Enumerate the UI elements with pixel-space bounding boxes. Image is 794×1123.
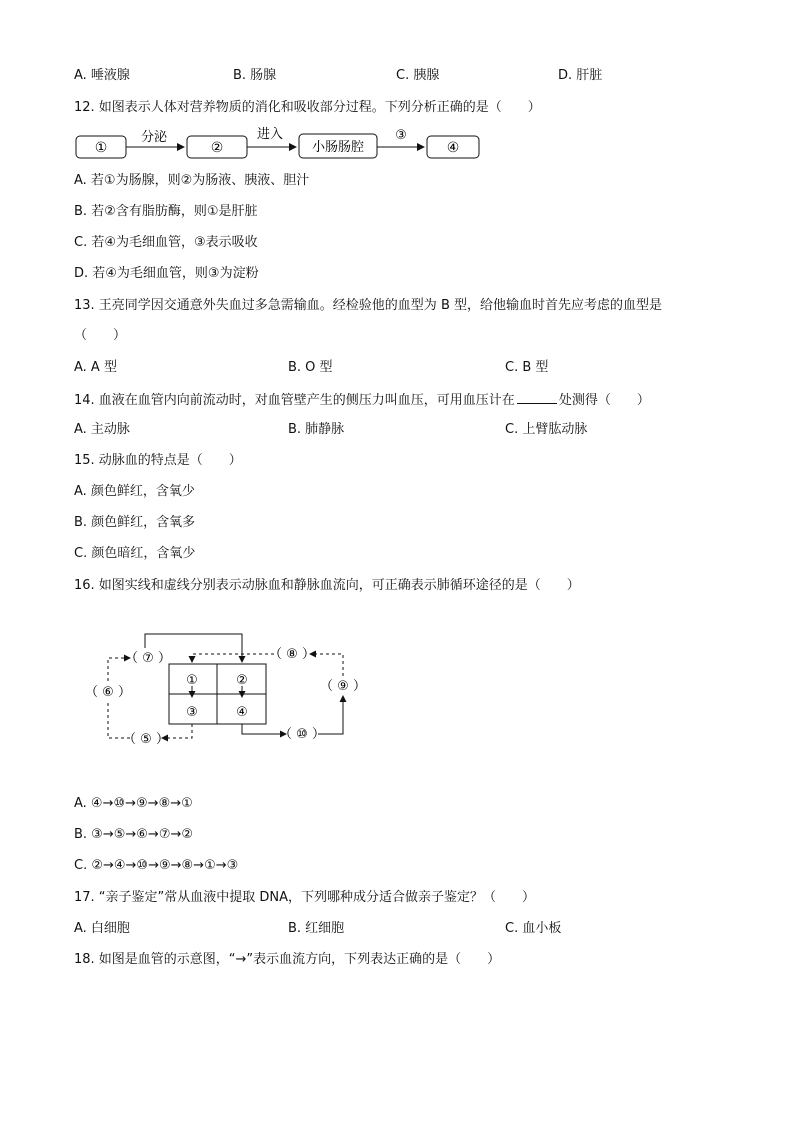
q16-option-b: B. ③→⑤→⑥→⑦→② xyxy=(74,827,194,842)
q16-option-a: A. ④→⑩→⑨→⑧→① xyxy=(74,796,193,811)
q14-option-a: A. 主动脉 xyxy=(74,422,130,437)
q11-option-a: A. 唾液腺 xyxy=(74,68,130,83)
q15-stem: 15. 动脉血的特点是（ ） xyxy=(74,453,242,468)
q12-option-a: A. 若①为肠腺，则②为肠液、胰液、胆汁 xyxy=(74,173,310,188)
q17-option-c: C. 血小板 xyxy=(505,921,562,936)
q15-option-c: C. 颜色暗红，含氧少 xyxy=(74,546,196,561)
q17-option-b: B. 红细胞 xyxy=(288,921,345,936)
q16-option-c: C. ②→④→⑩→⑨→⑧→①→③ xyxy=(74,858,239,873)
q11-option-b: B. 肠腺 xyxy=(233,68,277,83)
q15-option-a: A. 颜色鲜红，含氧少 xyxy=(74,484,195,499)
q12-option-d: D. 若④为毛细血管，则③为淀粉 xyxy=(74,266,259,281)
flow-arrow-2-label: 进入 xyxy=(256,127,284,142)
q17-stem: 17. “亲子鉴定”常从血液中提取 DNA，下列哪种成分适合做亲子鉴定？（ ） xyxy=(74,890,536,905)
q13-option-a: A. A 型 xyxy=(74,360,117,375)
q12-stem: 12. 如图表示人体对营养物质的消化和吸收部分过程。下列分析正确的是（ ） xyxy=(74,100,541,115)
q14-stem-before: 14. 血液在血管内向前流动时，对血管壁产生的侧压力叫血压，可用血压计在 xyxy=(74,393,515,408)
flow-box-2-label: ② xyxy=(210,140,224,156)
q14-stem xyxy=(74,390,650,410)
dashed-path-8-to-1 xyxy=(192,654,274,662)
chamber-3-label: ③ xyxy=(186,705,198,720)
q13-stem-line1: 13. 王亮同学因交通意外失血过多急需输血。经检验他的血型为 B 型，给他输血时首先应考虑的血型是 xyxy=(74,298,662,313)
q17-option-a: A. 白细胞 xyxy=(74,921,130,936)
q14-blank xyxy=(517,390,557,404)
q14-option-b: B. 肺静脉 xyxy=(288,422,345,437)
vessel-10-label: （ ⑩ ） xyxy=(279,727,325,742)
q13-option-c: C. B 型 xyxy=(505,360,549,375)
chamber-1-label: ① xyxy=(186,673,198,688)
q14-option-c: C. 上臂肱动脉 xyxy=(505,422,588,437)
q13-stem-line2: （ ） xyxy=(74,328,127,343)
q11-option-c: C. 胰腺 xyxy=(396,68,440,83)
q12-option-c: C. 若④为毛细血管，③表示吸收 xyxy=(74,235,258,250)
chamber-4-label: ④ xyxy=(236,705,248,720)
q15-option-b: B. 颜色鲜红，含氧多 xyxy=(74,515,196,530)
q12-flow-diagram xyxy=(70,124,490,164)
vessel-7-label: （ ⑦ ） xyxy=(125,651,171,666)
vessel-6-label: （ ⑥ ） xyxy=(85,685,131,700)
flow-box-3-label: 小肠肠腔 xyxy=(311,140,365,155)
q14-stem-after: 处测得（ ） xyxy=(558,393,650,408)
vessel-9-label: （ ⑨ ） xyxy=(320,679,366,694)
flow-box-1-label: ① xyxy=(94,140,108,156)
vessel-8-label: （ ⑧ ） xyxy=(269,647,315,662)
q16-stem: 16. 如图实线和虚线分别表示动脉血和静脉血流向，可正确表示肺循环途径的是（ ） xyxy=(74,578,580,593)
q11-option-d: D. 肝脏 xyxy=(558,68,603,83)
vessel-5-label: （ ⑤ ） xyxy=(123,732,169,747)
q13-option-b: B. O 型 xyxy=(288,360,333,375)
flow-box-4-label: ④ xyxy=(446,140,460,156)
q12-option-b: B. 若②含有脂肪酶，则①是肝脏 xyxy=(74,204,258,219)
q18-stem: 18. 如图是血管的示意图，“→”表示血流方向，下列表达正确的是（ ） xyxy=(74,952,501,967)
flow-arrow-3-label: ③ xyxy=(395,128,407,143)
chamber-2-label: ② xyxy=(236,673,248,688)
q16-circulation-diagram xyxy=(85,626,390,766)
flow-arrow-1-label: 分泌 xyxy=(140,130,168,145)
